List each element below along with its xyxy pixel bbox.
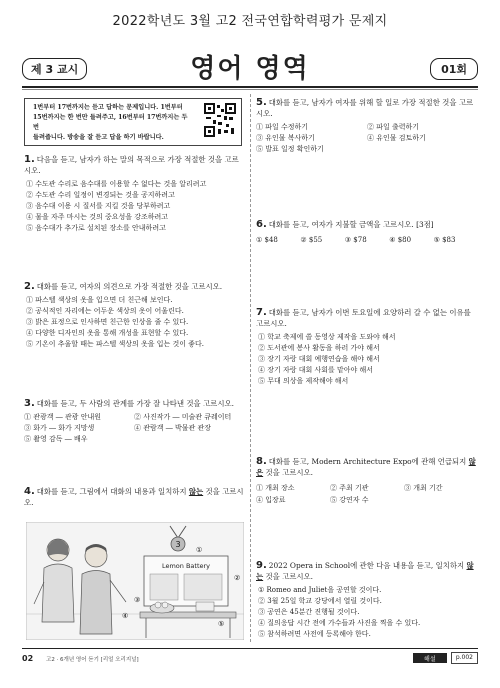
question-number: 8. bbox=[256, 456, 267, 467]
question-2 bbox=[24, 281, 244, 350]
board-title: Lemon Battery bbox=[161, 562, 211, 570]
option-list bbox=[24, 295, 244, 350]
poster-board bbox=[144, 556, 228, 606]
option-4[interactable]: ④ 다양한 디자인의 옷을 통해 개성을 표현할 수 있다. bbox=[26, 329, 189, 337]
question-text: 대화를 듣고, 남자가 이번 토요일에 요양하러 갈 수 없는 이유를 고르시오. bbox=[256, 308, 471, 328]
question-stem bbox=[256, 560, 478, 582]
question-emphasis: 않는 bbox=[256, 561, 474, 581]
question-stem bbox=[256, 307, 478, 329]
notice-line: 1번부터 17번까지는 듣고 답하는 문제입니다. 1번부터 bbox=[33, 104, 183, 111]
option-4[interactable]: ④ 물을 자주 마시는 것의 중요성을 강조하려고 bbox=[26, 213, 169, 221]
session-badge: 제 3 교시 bbox=[22, 58, 87, 80]
option-3[interactable]: ③ $78 bbox=[344, 236, 367, 244]
page-number: 02 bbox=[22, 654, 34, 663]
label-2: ② bbox=[234, 574, 241, 582]
question-text: 대화를 듣고, 두 사람의 관계를 가장 잘 나타낸 것을 고르시오. bbox=[36, 399, 234, 408]
option-2[interactable]: ② 파일 출력하기 bbox=[367, 123, 420, 131]
notice-line: 들려줍니다. 방송을 잘 듣고 답을 하기 바랍니다. bbox=[33, 134, 164, 141]
question-text: 대화를 듣고, 그림에서 대화의 내용과 일치하지 bbox=[36, 487, 187, 496]
question-text-end: 것을 고르시오. bbox=[265, 572, 314, 581]
option-5[interactable]: ⑤ 발표 일정 확인하기 bbox=[256, 145, 324, 153]
option-3[interactable]: ③ 공연은 45분간 진행될 것이다. bbox=[258, 608, 360, 616]
option-3[interactable]: ③ 밝은 표정으로 인사하면 친근한 인상을 줄 수 있다. bbox=[26, 318, 189, 326]
option-1[interactable]: ① 관광객 ― 관광 안내원 bbox=[24, 413, 101, 421]
question-number: 3. bbox=[24, 398, 35, 409]
question-8 bbox=[256, 456, 478, 506]
option-2[interactable]: ② $55 bbox=[300, 236, 323, 244]
option-3[interactable]: ③ 음수대 이용 시 질서를 지킬 것을 당부하려고 bbox=[26, 202, 171, 210]
label-5: ⑤ bbox=[218, 620, 225, 628]
option-2[interactable]: ② 3월 25일 학교 강당에서 열릴 것이다. bbox=[258, 597, 382, 605]
option-1[interactable]: ① Romeo and Juliet을 공연할 것이다. bbox=[258, 586, 382, 594]
question-5 bbox=[256, 97, 478, 155]
label-3: ③ bbox=[134, 596, 141, 604]
qr-code-icon bbox=[204, 103, 236, 137]
option-4[interactable]: ④ $80 bbox=[389, 236, 412, 244]
option-2[interactable]: ② 주최 기관 bbox=[330, 484, 369, 492]
question-text: 대화를 듣고, 남자가 여자를 위해 할 일로 가장 적절한 것을 고르시오. bbox=[256, 98, 474, 118]
question-1 bbox=[24, 154, 244, 234]
label-1: ① bbox=[196, 546, 203, 554]
option-grid bbox=[256, 122, 478, 155]
option-2[interactable]: ② 공식적인 자리에는 어두운 색상의 옷이 어울린다. bbox=[26, 307, 184, 315]
question-number: 1. bbox=[24, 154, 35, 165]
question-number: 6. bbox=[256, 219, 267, 230]
question-number: 7. bbox=[256, 307, 267, 318]
option-4[interactable]: ④ 유인물 검토하기 bbox=[367, 134, 426, 142]
label-4: ④ bbox=[122, 612, 129, 620]
medal-number: 3 bbox=[175, 540, 181, 549]
option-grid bbox=[24, 412, 244, 445]
question-number: 2. bbox=[24, 281, 35, 292]
question-emphasis: 않는 bbox=[188, 487, 204, 496]
question-text: 대화를 듣고, 여자의 의견으로 가장 적절한 것을 고르시오. bbox=[36, 282, 223, 291]
question-stem bbox=[24, 281, 244, 292]
option-1[interactable]: ① 수도관 수리로 음수대를 이용할 수 없다는 것을 알리려고 bbox=[26, 180, 207, 188]
question-3 bbox=[24, 398, 244, 445]
option-grid bbox=[256, 482, 478, 506]
round-badge: 01회 bbox=[430, 58, 478, 80]
answer-key-icon[interactable]: 해설 bbox=[413, 653, 447, 663]
header-rule-thin bbox=[22, 89, 478, 90]
question-4 bbox=[24, 486, 244, 508]
option-list bbox=[256, 332, 478, 387]
question-number: 5. bbox=[256, 97, 267, 108]
option-2[interactable]: ② 사진작가 ― 미술관 큐레이터 bbox=[134, 413, 232, 421]
header-rule bbox=[22, 86, 478, 88]
answer-page-code: p.002 bbox=[451, 652, 478, 664]
question-text: 2022 Opera in School에 관한 다음 내용을 듣고, 일치하지 bbox=[268, 561, 465, 570]
option-row bbox=[256, 235, 478, 246]
question-text: 대화를 듣고, 여자가 지불할 금액을 고르시오. [3점] bbox=[268, 220, 434, 229]
question-stem bbox=[24, 398, 244, 409]
question-text: 대화를 듣고, Modern Architecture Expo에 관해 언급되지 bbox=[268, 457, 467, 466]
option-4[interactable]: ④ 입장료 bbox=[256, 496, 286, 504]
question-number: 9. bbox=[256, 560, 267, 571]
option-4[interactable]: ④ 질의응답 시간 전에 가수들과 사진을 찍을 수 있다. bbox=[258, 619, 421, 627]
option-1[interactable]: ① 개최 장소 bbox=[256, 484, 295, 492]
option-1[interactable]: ① $48 bbox=[256, 236, 278, 244]
option-list bbox=[24, 179, 244, 234]
option-3[interactable]: ③ 화가 ― 화가 지망생 bbox=[24, 424, 95, 432]
question-emphasis: 않은 bbox=[256, 457, 476, 477]
option-4[interactable]: ④ 장기 자랑 대회 사회를 맡아야 해서 bbox=[258, 366, 374, 374]
notice-line: 15번까지는 한 번만 들려주고, 16번부터 17번까지는 두 번 bbox=[33, 114, 188, 131]
column-divider bbox=[250, 94, 251, 642]
question-number: 4. bbox=[24, 486, 35, 497]
option-3[interactable]: ③ 장기 자랑 대회 예행연습을 해야 해서 bbox=[258, 355, 380, 363]
question-text-end: 것을 고르시오. bbox=[265, 468, 314, 477]
option-3[interactable]: ③ 개최 기간 bbox=[404, 484, 443, 492]
option-5[interactable]: ⑤ 참석하려면 사전에 등록해야 한다. bbox=[258, 630, 371, 638]
question-stem bbox=[256, 456, 478, 478]
option-5[interactable]: ⑤ 촬영 감독 ― 배우 bbox=[24, 435, 88, 443]
subject-title: 영어 영역 bbox=[190, 54, 310, 84]
question-7 bbox=[256, 307, 478, 387]
option-1[interactable]: ① 학교 축제에 쓸 동영상 제작을 도와야 해서 bbox=[258, 333, 396, 341]
option-list bbox=[256, 585, 478, 640]
footer-description: 고2 · 6개년 영어 듣기 [리얼 오리지널] bbox=[46, 657, 139, 663]
exam-title: 2022학년도 3월 고2 전국연합학력평가 문제지 bbox=[112, 14, 388, 29]
option-5[interactable]: ⑤ 강연자 수 bbox=[330, 496, 369, 504]
question-stem bbox=[256, 219, 478, 230]
option-5[interactable]: ⑤ $83 bbox=[433, 236, 456, 244]
question-text: 다음을 듣고, 남자가 하는 말의 목적으로 가장 적절한 것을 고르시오. bbox=[24, 155, 239, 175]
option-5[interactable]: ⑤ 기온이 추울할 때는 파스텔 색상의 옷을 입는 것이 좋다. bbox=[26, 340, 205, 348]
question-6 bbox=[256, 219, 478, 246]
footer-answer-ref bbox=[413, 652, 478, 664]
question-text-end: 것을 고르시오. bbox=[24, 487, 244, 507]
question-stem bbox=[24, 486, 244, 508]
option-2[interactable]: ② 도서관에 봉사 활동을 하러 가야 해서 bbox=[258, 344, 380, 352]
footer-rule bbox=[22, 648, 478, 649]
option-2[interactable]: ② 수도관 수리 일정이 변경되는 것을 공지하려고 bbox=[26, 191, 175, 199]
option-1[interactable]: ① 파스텔 색상의 옷을 입으면 더 친근해 보인다. bbox=[26, 296, 173, 304]
option-3[interactable]: ③ 유인물 복사하기 bbox=[256, 134, 315, 142]
option-4[interactable]: ④ 관람객 ― 박물관 관장 bbox=[134, 424, 211, 432]
classroom-illustration bbox=[26, 522, 244, 640]
option-1[interactable]: ① 파일 수정하기 bbox=[256, 123, 309, 131]
option-5[interactable]: ⑤ 무대 의상을 제작해야 해서 bbox=[258, 377, 349, 385]
question-stem bbox=[24, 154, 244, 176]
question-9 bbox=[256, 560, 478, 640]
question-stem bbox=[256, 97, 478, 119]
option-5[interactable]: ⑤ 음수대가 추가로 설치된 장소를 안내하려고 bbox=[26, 224, 166, 232]
